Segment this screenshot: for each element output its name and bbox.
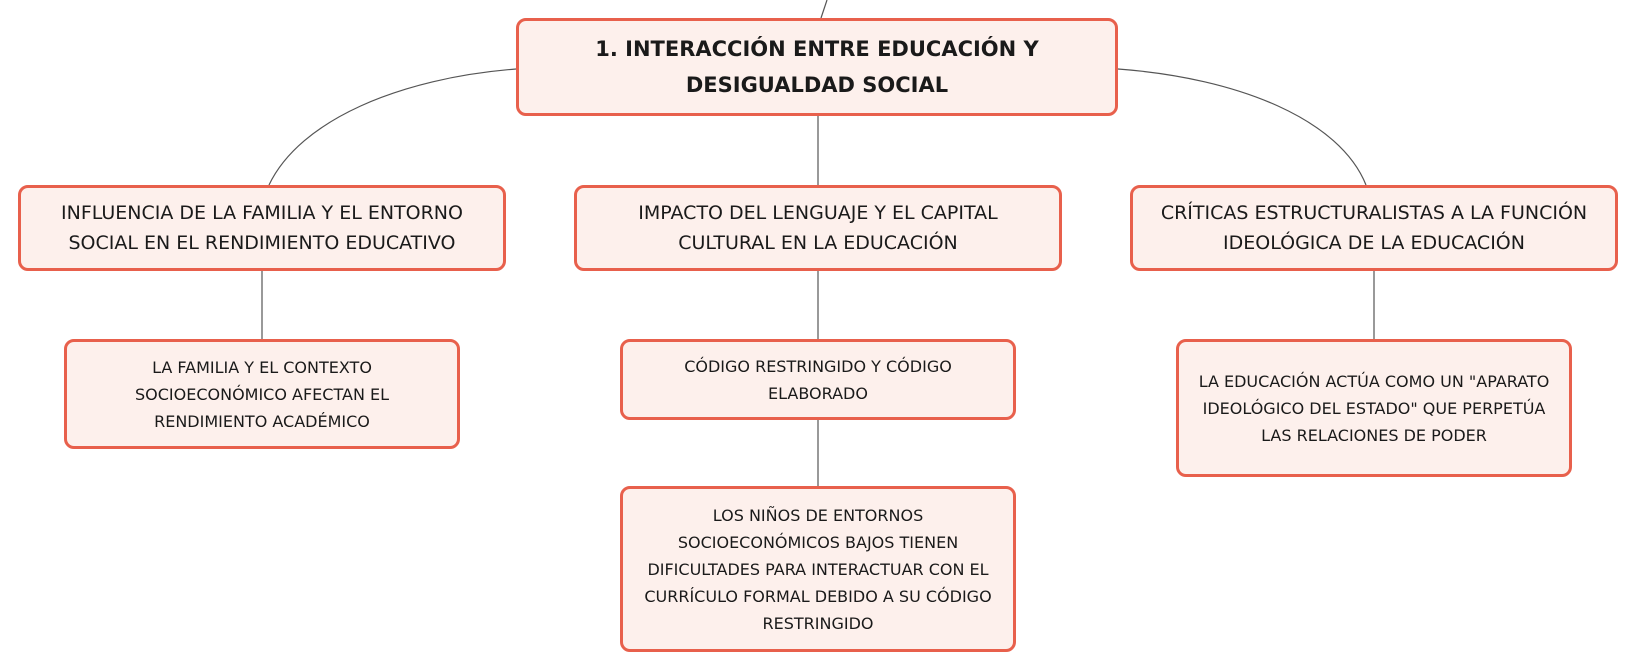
topic-node-language-impact[interactable] xyxy=(574,185,1062,271)
topic-label: CRÍTICAS ESTRUCTURALISTAS A LA FUNCIÓN IDEOLÓGICA DE LA EDUCACIÓN xyxy=(1160,202,1588,254)
subtopic-label: LA FAMILIA Y EL CONTEXTO SOCIOECONÓMICO AFECTAN EL RENDIMIENTO ACADÉMICO xyxy=(134,357,390,431)
connector-root-to-topic-1 xyxy=(269,69,516,185)
subtopic-label: LA EDUCACIÓN ACTÚA COMO UN "APARATO IDEOLÓGICO DEL ESTADO" QUE PERPETÚA LAS RELACIONES DE PODER xyxy=(1198,371,1550,445)
connector-root-to-topic-3 xyxy=(1118,69,1366,185)
topic-label: IMPACTO DEL LENGUAJE Y EL CAPITAL CULTURAL EN LA EDUCACIÓN xyxy=(638,202,998,254)
connector-parent-to-root xyxy=(821,0,827,18)
subtopic-node-family-context[interactable] xyxy=(64,339,460,449)
subtopic-node-codes[interactable] xyxy=(620,339,1016,420)
subtopic-node-ideological-apparatus[interactable] xyxy=(1176,339,1572,477)
root-topic-node[interactable] xyxy=(516,18,1118,116)
topic-node-family-influence[interactable] xyxy=(18,185,506,271)
subtopic-node-low-ses-children[interactable] xyxy=(620,486,1016,652)
topic-label: INFLUENCIA DE LA FAMILIA Y EL ENTORNO SOCIAL EN EL RENDIMIENTO EDUCATIVO xyxy=(61,202,463,254)
subtopic-label: LOS NIÑOS DE ENTORNOS SOCIOECONÓMICOS BAJOS TIENEN DIFICULTADES PARA INTERACTUAR CON EL CURRÍCULO FORMAL DEBIDO A SU CÓDIGO RESTRINGIDO xyxy=(644,505,992,633)
root-topic-label: 1. INTERACCIÓN ENTRE EDUCACIÓN Y DESIGUALDAD SOCIAL xyxy=(595,37,1039,97)
subtopic-label: CÓDIGO RESTRINGIDO Y CÓDIGO ELABORADO xyxy=(684,356,952,403)
topic-node-structuralist-critiques[interactable] xyxy=(1130,185,1618,271)
